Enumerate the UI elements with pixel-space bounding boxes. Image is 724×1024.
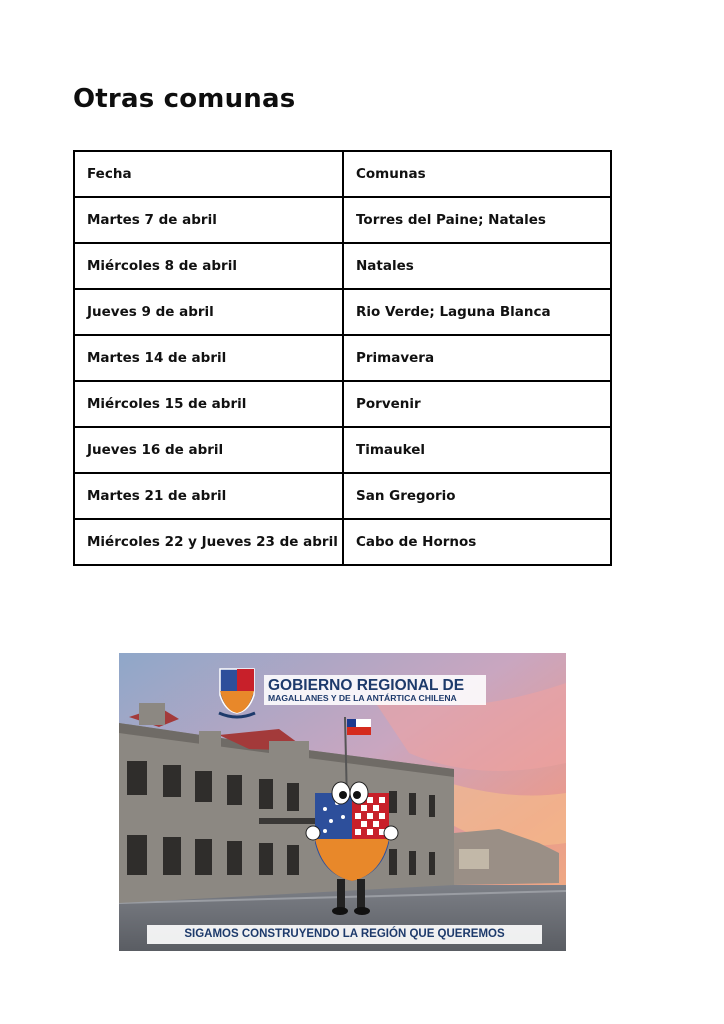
table-row xyxy=(74,243,611,289)
row-commune: San Gregorio xyxy=(343,473,611,519)
header-comunas: Comunas xyxy=(343,151,611,197)
row-date: Martes 14 de abril xyxy=(74,335,343,381)
row-date: Miércoles 8 de abril xyxy=(74,243,343,289)
banner-slogan: SIGAMOS CONSTRUYENDO LA REGIÓN QUE QUEREMOS xyxy=(147,925,542,944)
banner-subtitle: MAGALLANES Y DE LA ANTÁRTICA CHILENA xyxy=(268,693,457,703)
table-row xyxy=(74,427,611,473)
row-date: Martes 21 de abril xyxy=(74,473,343,519)
header-fecha: Fecha xyxy=(74,151,343,197)
row-commune: Torres del Paine; Natales xyxy=(343,197,611,243)
banner-title: GOBIERNO REGIONAL DE xyxy=(268,677,465,694)
table-header-row xyxy=(74,151,611,197)
table-row xyxy=(74,197,611,243)
row-commune: Rio Verde; Laguna Blanca xyxy=(343,289,611,335)
schedule-table xyxy=(73,150,612,566)
row-date: Miércoles 22 y Jueves 23 de abril xyxy=(74,519,343,565)
row-commune: Natales xyxy=(343,243,611,289)
row-date: Martes 7 de abril xyxy=(74,197,343,243)
row-commune: Porvenir xyxy=(343,381,611,427)
row-commune: Primavera xyxy=(343,335,611,381)
banner-title-box xyxy=(264,675,486,705)
table-row xyxy=(74,381,611,427)
table-row xyxy=(74,335,611,381)
table-row xyxy=(74,473,611,519)
table-row xyxy=(74,289,611,335)
row-date: Jueves 9 de abril xyxy=(74,289,343,335)
row-date: Miércoles 15 de abril xyxy=(74,381,343,427)
row-commune: Timaukel xyxy=(343,427,611,473)
row-date: Jueves 16 de abril xyxy=(74,427,343,473)
promo-banner xyxy=(119,653,566,951)
table-row xyxy=(74,519,611,565)
row-commune: Cabo de Hornos xyxy=(343,519,611,565)
page-heading: Otras comunas xyxy=(73,84,296,114)
